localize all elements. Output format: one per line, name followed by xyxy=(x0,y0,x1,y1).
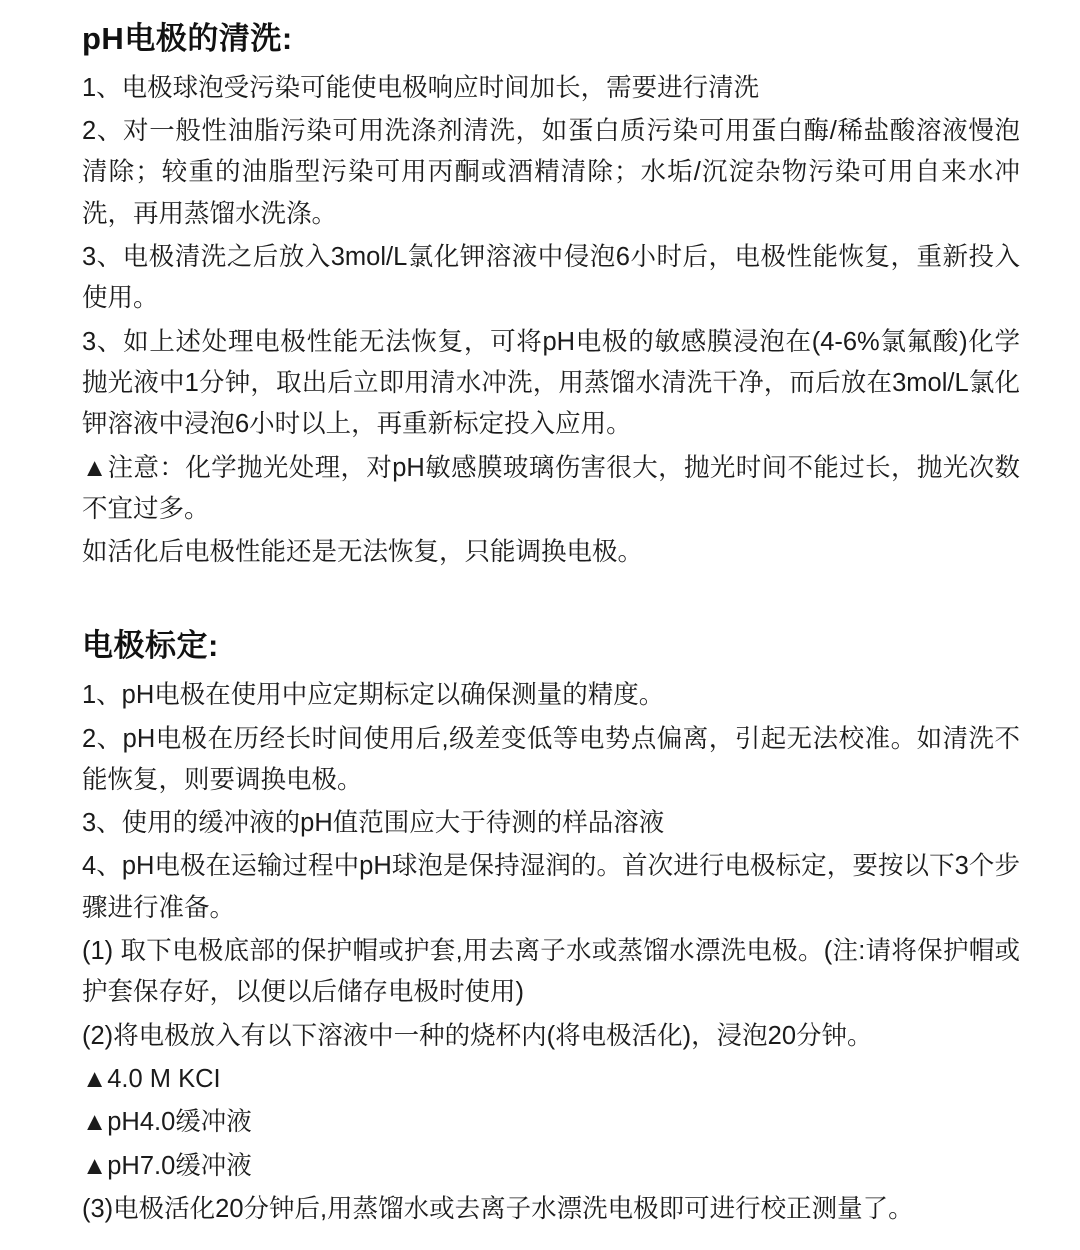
solution-item-ph4: ▲pH4.0缓冲液 xyxy=(82,1108,252,1137)
paragraph-cleaning-note: ▲注意：化学抛光处理，对pH敏感膜玻璃伤害很大，抛光时间不能过长，抛光次数不宜过多。 xyxy=(82,453,1020,523)
paragraph-cleaning-3: 3、电极清洗之后放入3mol/L氯化钾溶液中侵泡6小时后，电极性能恢复，重新投入使用。 xyxy=(82,243,1020,313)
paragraph-calibration-4: 4、pH电极在运输过程中pH球泡是保持湿润的。首次进行电极标定，要按以下3个步骤进行准备。 xyxy=(82,852,1020,922)
paragraph-cleaning-4: 3、如上述处理电极性能无法恢复，可将pH电极的敏感膜浸泡在(4-6%氯氟酸)化学抛光液中1分钟，取出后立即用清水冲洗，用蒸馏水清洗干净，而后放在3mol/L氯化钾溶液中浸泡6小时以上，再重新标定投入应用。 xyxy=(82,327,1020,439)
section-electrode-cleaning xyxy=(82,18,1020,573)
paragraph-cleaning-closing: 如活化后电极性能还是无法恢复，只能调换电极。 xyxy=(82,538,644,567)
paragraph-cleaning-1: 1、电极球泡受污染可能使电极响应时间加长，需要进行清洗 xyxy=(82,73,760,102)
paragraph-calibration-step-3: (3)电极活化20分钟后,用蒸馏水或去离子水漂洗电极即可进行校正测量了。 xyxy=(82,1194,914,1223)
paragraph-calibration-3: 3、使用的缓冲液的pH值范围应大于待测的样品溶液 xyxy=(82,809,665,838)
section-title-calibration: 电极标定: xyxy=(82,628,219,664)
paragraph-cleaning-2: 2、对一般性油脂污染可用洗涤剂清洗，如蛋白质污染可用蛋白酶/稀盐酸溶液慢泡清除；较重的油脂型污染可用丙酮或酒精清除；水垢/沉淀杂物污染可用自来水冲洗，再用蒸馏水洗涤。 xyxy=(82,117,1020,228)
section-electrode-calibration xyxy=(82,625,1020,1230)
solution-item-ph7: ▲pH7.0缓冲液 xyxy=(82,1151,252,1180)
paragraph-calibration-step-2: (2)将电极放入有以下溶液中一种的烧杯内(将电极活化)，浸泡20分钟。 xyxy=(82,1021,873,1050)
section-title-cleaning: pH电极的清洗: xyxy=(82,21,293,56)
paragraph-calibration-1: 1、pH电极在使用中应定期标定以确保测量的精度。 xyxy=(82,681,665,710)
paragraph-calibration-2: 2、pH电极在历经长时间使用后,级差变低等电势点偏离，引起无法校准。如清洗不能恢复，则要调换电极。 xyxy=(82,724,1020,794)
solution-item-kcl: ▲4.0 M KCI xyxy=(82,1064,221,1093)
paragraph-calibration-step-1: (1) 取下电极底部的保护帽或护套,用去离子水或蒸馏水漂洗电极。(注:请将保护帽或护套保存好，以便以后储存电极时使用) xyxy=(82,937,1020,1007)
